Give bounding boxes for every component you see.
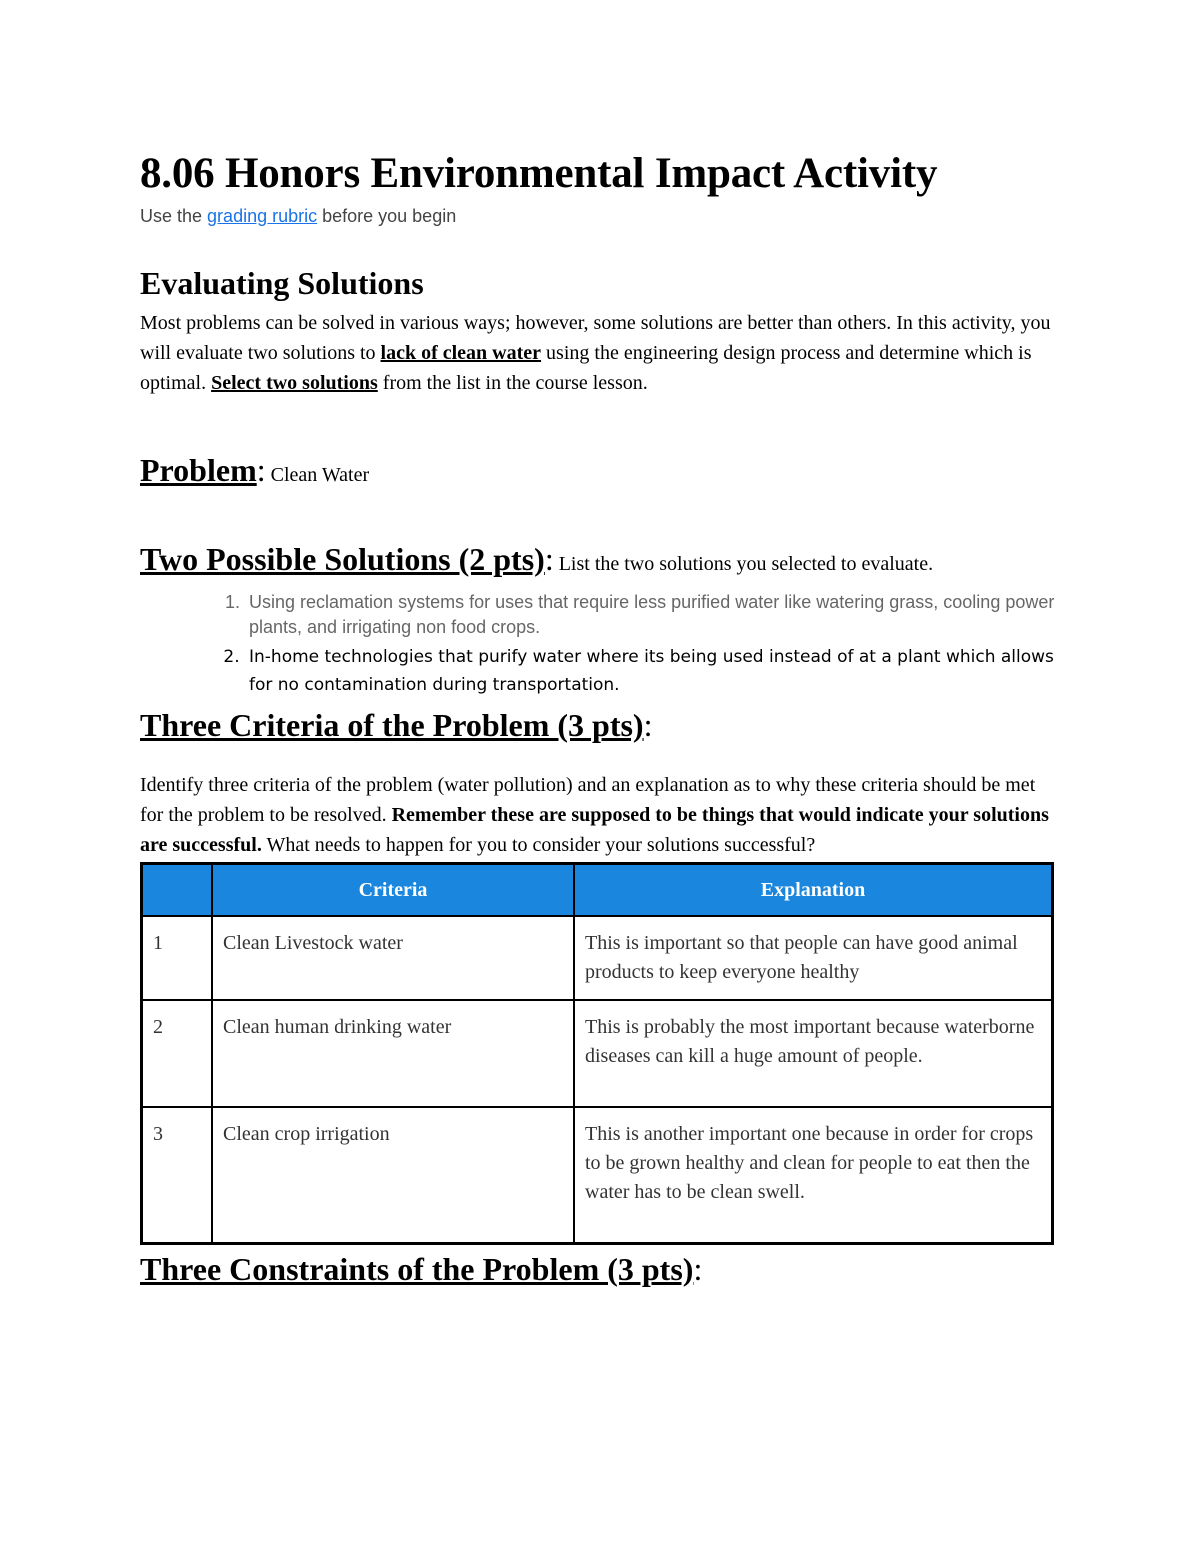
subtitle-prefix: Use the (140, 206, 208, 226)
problem-line (140, 450, 1060, 497)
solutions-line (140, 539, 1060, 586)
table-row (142, 916, 1053, 1000)
subtitle-suffix: before you begin (317, 206, 457, 226)
criteria-colon: : (643, 707, 653, 743)
solutions-list (140, 590, 1060, 699)
criteria-intro (140, 770, 1060, 860)
grading-rubric-link[interactable]: grading rubric (207, 206, 318, 226)
row-criterion: Clean crop irrigation (212, 1107, 574, 1243)
evaluating-solutions-heading: Evaluating Solutions (140, 265, 424, 301)
header-explanation: Explanation (574, 864, 1053, 917)
table-row (142, 1000, 1053, 1107)
problem-colon: : (256, 452, 266, 488)
criteria-heading: Three Criteria of the Problem (3 pts) (140, 707, 644, 743)
solutions-colon: : (544, 541, 554, 577)
constraints-line (140, 1249, 1060, 1296)
solutions-heading: Two Possible Solutions (2 pts) (140, 541, 545, 577)
problem-value: Clean Water (265, 464, 370, 486)
row-explanation: This is important so that people can have good animal products to keep everyone healthy (574, 916, 1053, 1000)
criteria-intro-text-1: Identify three criteria of the problem (water pollution) and an explanation as to why these criteria should be met for the problem to be resolved. (140, 774, 1036, 826)
evaluating-text-1: Most problems can be solved in various ways; however, some solutions are better than others. In this activity, you will evaluate two solutions to (140, 312, 1051, 364)
row-criterion: Clean Livestock water (212, 916, 574, 1000)
criteria-table (140, 862, 1054, 1245)
criteria-intro-text-2: What needs to happen for you to consider your solutions successful? (261, 834, 816, 856)
evaluating-paragraph (140, 308, 1060, 398)
row-criterion: Clean human drinking water (212, 1000, 574, 1107)
subtitle (140, 204, 1060, 228)
table-row (142, 1107, 1053, 1243)
constraints-heading: Three Constraints of the Problem (3 pts) (140, 1250, 694, 1287)
row-number: 2 (142, 1000, 213, 1107)
evaluating-text-2: using the engineering design process and determine which is optimal. (140, 342, 1032, 394)
row-number: 3 (142, 1107, 213, 1243)
table-header-row (142, 864, 1053, 917)
constraints-colon: : (693, 1250, 703, 1287)
document-title: 8.06 Honors Environmental Impact Activity (140, 150, 938, 197)
evaluating-text-3: from the list in the course lesson. (377, 372, 648, 394)
problem-heading: Problem (140, 452, 257, 488)
row-explanation: This is probably the most important because waterborne diseases can kill a huge amount of people. (574, 1000, 1053, 1107)
criteria-intro-bold: Remember these are supposed to be things that would indicate your solutions are successful. (140, 804, 1049, 856)
criteria-line (140, 705, 1060, 752)
row-explanation: This is another important one because in order for crops to be grown healthy and clean for people to eat then the water has to be clean swell. (574, 1107, 1053, 1243)
row-number: 1 (142, 916, 213, 1000)
solution-item: 1. Using reclamation systems for uses that require less purified water like watering grass, cooling power plants, and irrigating non food crops. (245, 590, 1060, 640)
select-two-solutions-emphasis: Select two solutions (211, 372, 378, 394)
lack-of-clean-water-emphasis: lack of clean water (380, 342, 542, 364)
solutions-instruction: List the two solutions you selected to evaluate. (553, 553, 934, 575)
document-page (140, 148, 1060, 1296)
header-number (142, 864, 213, 917)
header-criteria: Criteria (212, 864, 574, 917)
solution-item: 2. In-home technologies that purify water where its being used instead of at a plant which allows for no contamination during transportation. (245, 643, 1060, 699)
